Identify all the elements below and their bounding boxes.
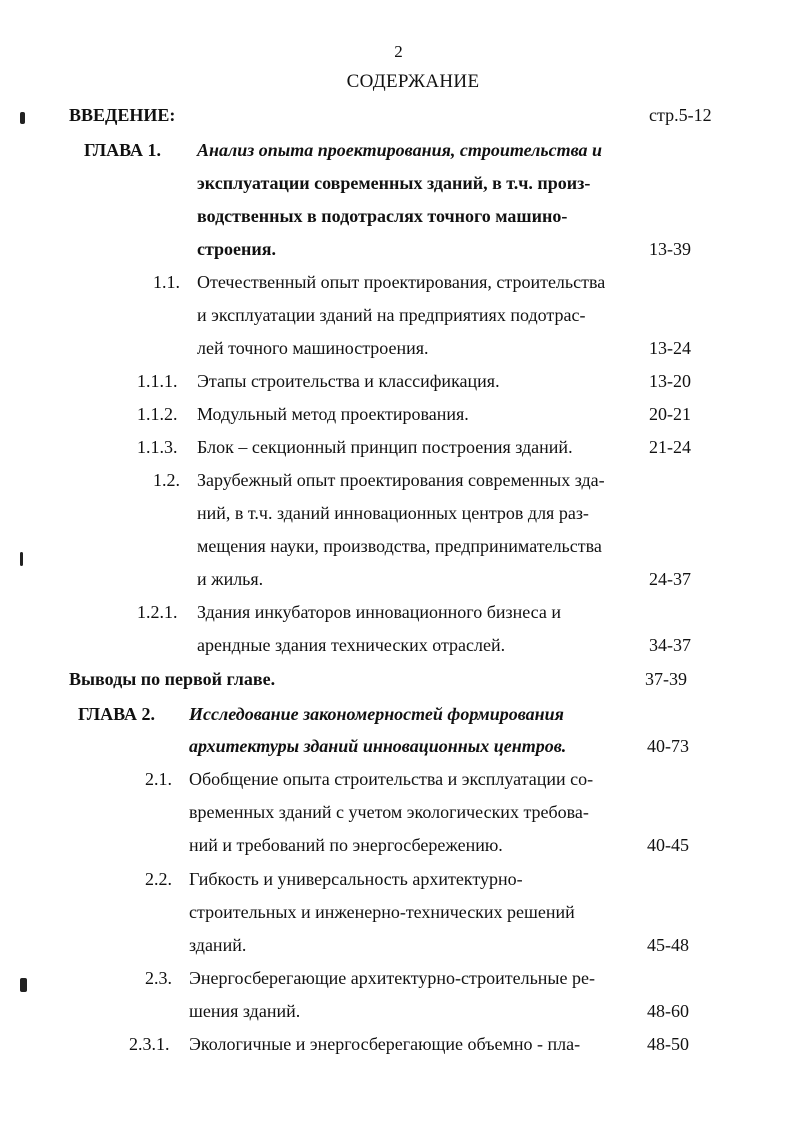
chapter-1-pages: 13-39: [649, 239, 691, 259]
section-1-1-3-pages: 21-24: [649, 437, 691, 457]
section-2-3-1-pages: 48-50: [647, 1034, 689, 1054]
section-2-2-pages: 45-48: [647, 935, 689, 955]
page-number: 2: [394, 42, 403, 61]
chapter-1-number: ГЛАВА 1.: [84, 140, 162, 160]
section-2-1-line: ний и требований по энергосбережению.: [189, 835, 503, 855]
section-2-3-1-text: Экологичные и энергосберегающие объемно - пла-: [189, 1034, 581, 1054]
section-1-1-2-pages: 20-21: [649, 404, 691, 424]
chapter-2-pages: 40-73: [647, 736, 689, 756]
intro-label: ВВЕДЕНИЕ:: [69, 105, 176, 125]
section-1-1-2-text: Модульный метод проектирования.: [197, 404, 469, 424]
conclusions-1-label: Выводы по первой главе.: [69, 669, 276, 689]
section-1-2-pages: 24-37: [649, 569, 691, 589]
chapter-2-number: ГЛАВА 2.: [78, 704, 156, 724]
chapter-1-title-line: Анализ опыта проектирования, строительства и: [197, 140, 603, 160]
section-1-1-line: и эксплуатации зданий на предприятиях подотрас-: [197, 305, 586, 325]
section-1-1-1-text: Этапы строительства и классификация.: [197, 371, 500, 391]
page-title: СОДЕРЖАНИЕ: [346, 71, 480, 92]
section-2-3-line: шения зданий.: [189, 1001, 301, 1021]
section-1-1-pages: 13-24: [649, 338, 691, 358]
section-1-2-line: Зарубежный опыт проектирования современных зда-: [197, 470, 605, 490]
section-1-1-3-text: Блок – секционный принцип построения зданий.: [197, 437, 573, 457]
section-1-1-1-pages: 13-20: [649, 371, 691, 391]
section-1-1-1-number: 1.1.1.: [137, 371, 178, 391]
section-2-3-number: 2.3.: [145, 968, 172, 988]
chapter-2-title-line: Исследование закономерностей формирования: [189, 704, 564, 724]
section-2-1-line: временных зданий с учетом экологических требова-: [189, 802, 589, 822]
section-1-2-1-number: 1.2.1.: [137, 602, 178, 622]
section-1-1-2-number: 1.1.2.: [137, 404, 178, 424]
section-2-2-line: зданий.: [189, 935, 247, 955]
section-1-2-1-line: арендные здания технических отраслей.: [197, 635, 506, 655]
section-2-1-line: Обобщение опыта строительства и эксплуатации со-: [189, 769, 594, 789]
section-2-1-number: 2.1.: [145, 769, 172, 789]
section-1-1-line: Отечественный опыт проектирования, строительства: [197, 272, 606, 292]
section-2-2-line: Гибкость и универсальность архитектурно-: [189, 869, 523, 889]
intro-pages: стр.5-12: [649, 105, 712, 125]
section-2-1-pages: 40-45: [647, 835, 689, 855]
section-1-1-line: лей точного машиностроения.: [197, 338, 429, 358]
scan-mark: [20, 112, 25, 124]
section-2-3-line: Энергосберегающие архитектурно-строительные ре-: [189, 968, 595, 988]
scan-mark: [20, 978, 27, 992]
chapter-1-title-line: эксплуатации современных зданий, в т.ч. произ-: [197, 173, 591, 193]
conclusions-1-pages: 37-39: [645, 669, 687, 689]
section-2-2-number: 2.2.: [145, 869, 172, 889]
section-2-2-line: строительных и инженерно-технических решений: [189, 902, 575, 922]
chapter-2-title-line: архитектуры зданий инновационных центров.: [189, 736, 567, 756]
section-1-2-1-line: Здания инкубаторов инновационного бизнеса и: [197, 602, 562, 622]
section-1-1-number: 1.1.: [153, 272, 180, 292]
section-1-2-line: ний, в т.ч. зданий инновационных центров для раз-: [197, 503, 589, 523]
chapter-1-title-line: строения.: [197, 239, 277, 259]
section-2-3-pages: 48-60: [647, 1001, 689, 1021]
scan-mark: [20, 552, 23, 566]
chapter-1-title-line: водственных в подотраслях точного машино-: [197, 206, 568, 226]
section-1-2-number: 1.2.: [153, 470, 180, 490]
section-1-2-1-pages: 34-37: [649, 635, 691, 655]
section-1-1-3-number: 1.1.3.: [137, 437, 178, 457]
section-1-2-line: мещения науки, производства, предпринимательства: [197, 536, 602, 556]
section-2-3-1-number: 2.3.1.: [129, 1034, 170, 1054]
section-1-2-line: и жилья.: [197, 569, 264, 589]
